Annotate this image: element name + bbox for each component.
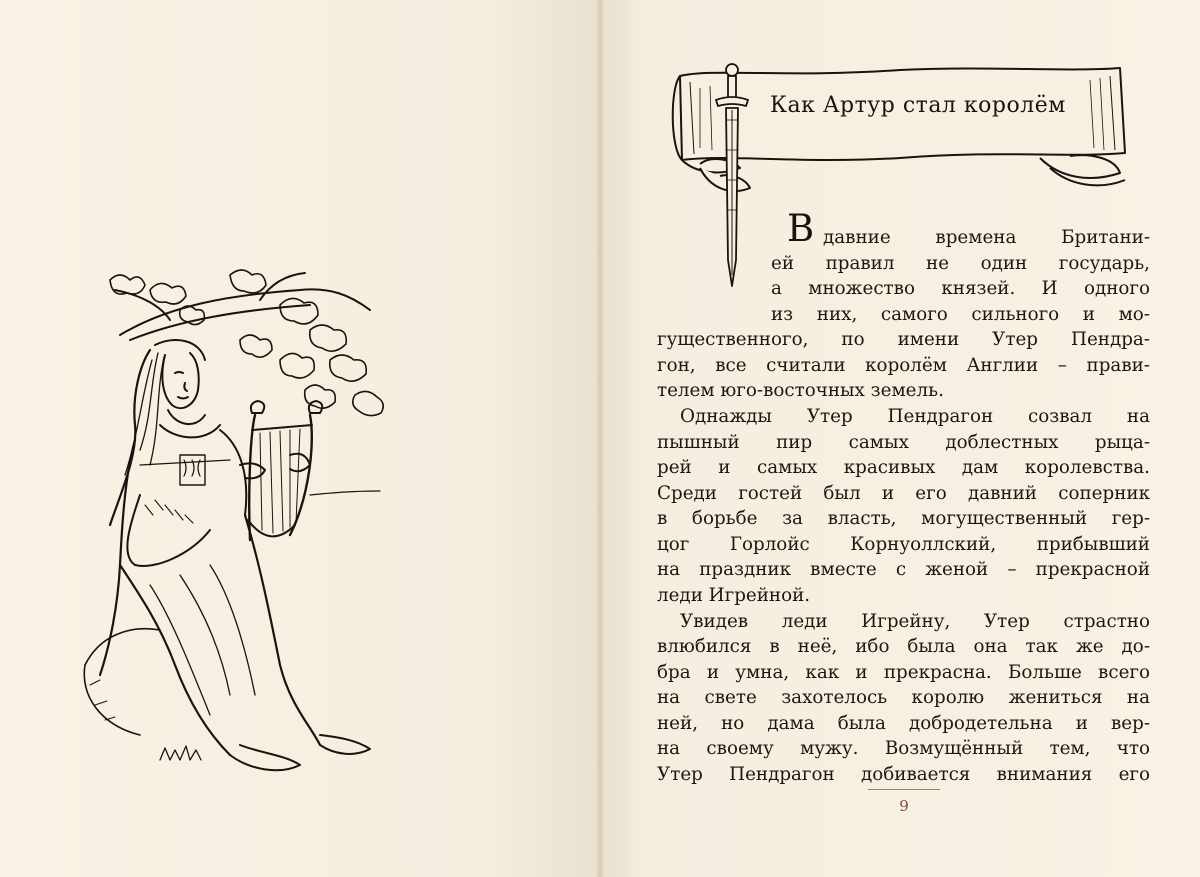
- text-line: в борьбе за власть, могущественный гер-: [657, 508, 1150, 530]
- minstrel-with-lyre-illustration: [80, 265, 400, 790]
- text-line: на свете захотелось королю жениться на: [657, 687, 1150, 709]
- chapter-title: Как Артур стал королём: [770, 93, 1066, 118]
- text-line: ней, но дама была добродетельна и вер-: [657, 712, 1150, 734]
- text-line: на своему мужу. Возмущённый тем, что: [657, 738, 1150, 760]
- book-gutter: [596, 0, 604, 877]
- text-line: на праздник вместе с женой – прекрасной: [657, 559, 1150, 581]
- text-line: цог Горлойс Корнуоллский, прибывший: [657, 533, 1150, 555]
- text-line: Среди гостей был и его давний соперник: [657, 482, 1150, 504]
- text-line: Увидев леди Игрейну, Утер страстно: [680, 610, 1150, 632]
- text-line: рей и самых красивых дам королевства.: [657, 457, 1150, 479]
- text-line: пышный пир самых доблестных рыца-: [657, 431, 1150, 453]
- text-line: давние времена Британи-: [823, 227, 1150, 248]
- text-line: из них, самого сильного и мо-: [771, 303, 1150, 325]
- text-line: бра и умна, как и прекрасна. Больше всего: [657, 661, 1150, 683]
- text-line: ей правил не один государь,: [771, 252, 1150, 274]
- sword-icon: [712, 60, 752, 295]
- drop-cap: В: [787, 207, 815, 250]
- text-line: влюбился в неё, ибо была она так же до-: [657, 636, 1150, 658]
- text-line: а множество князей. И одного: [771, 278, 1150, 300]
- text-line: гущественного, по имени Утер Пендра-: [657, 329, 1150, 351]
- text-line: Однажды Утер Пендрагон созвал на: [680, 406, 1150, 427]
- text-line: гон, все считали королём Англии – прави-: [657, 354, 1150, 376]
- text-line: Утер Пендрагон добивается внимания его: [657, 764, 1150, 785]
- text-line: леди Игрейной.: [657, 585, 811, 606]
- text-line: телем юго-восточных земель.: [657, 380, 944, 402]
- minstrel-illustration-drawing: [80, 265, 400, 790]
- page-number-rule: [868, 789, 940, 790]
- page-number: 9: [899, 797, 909, 815]
